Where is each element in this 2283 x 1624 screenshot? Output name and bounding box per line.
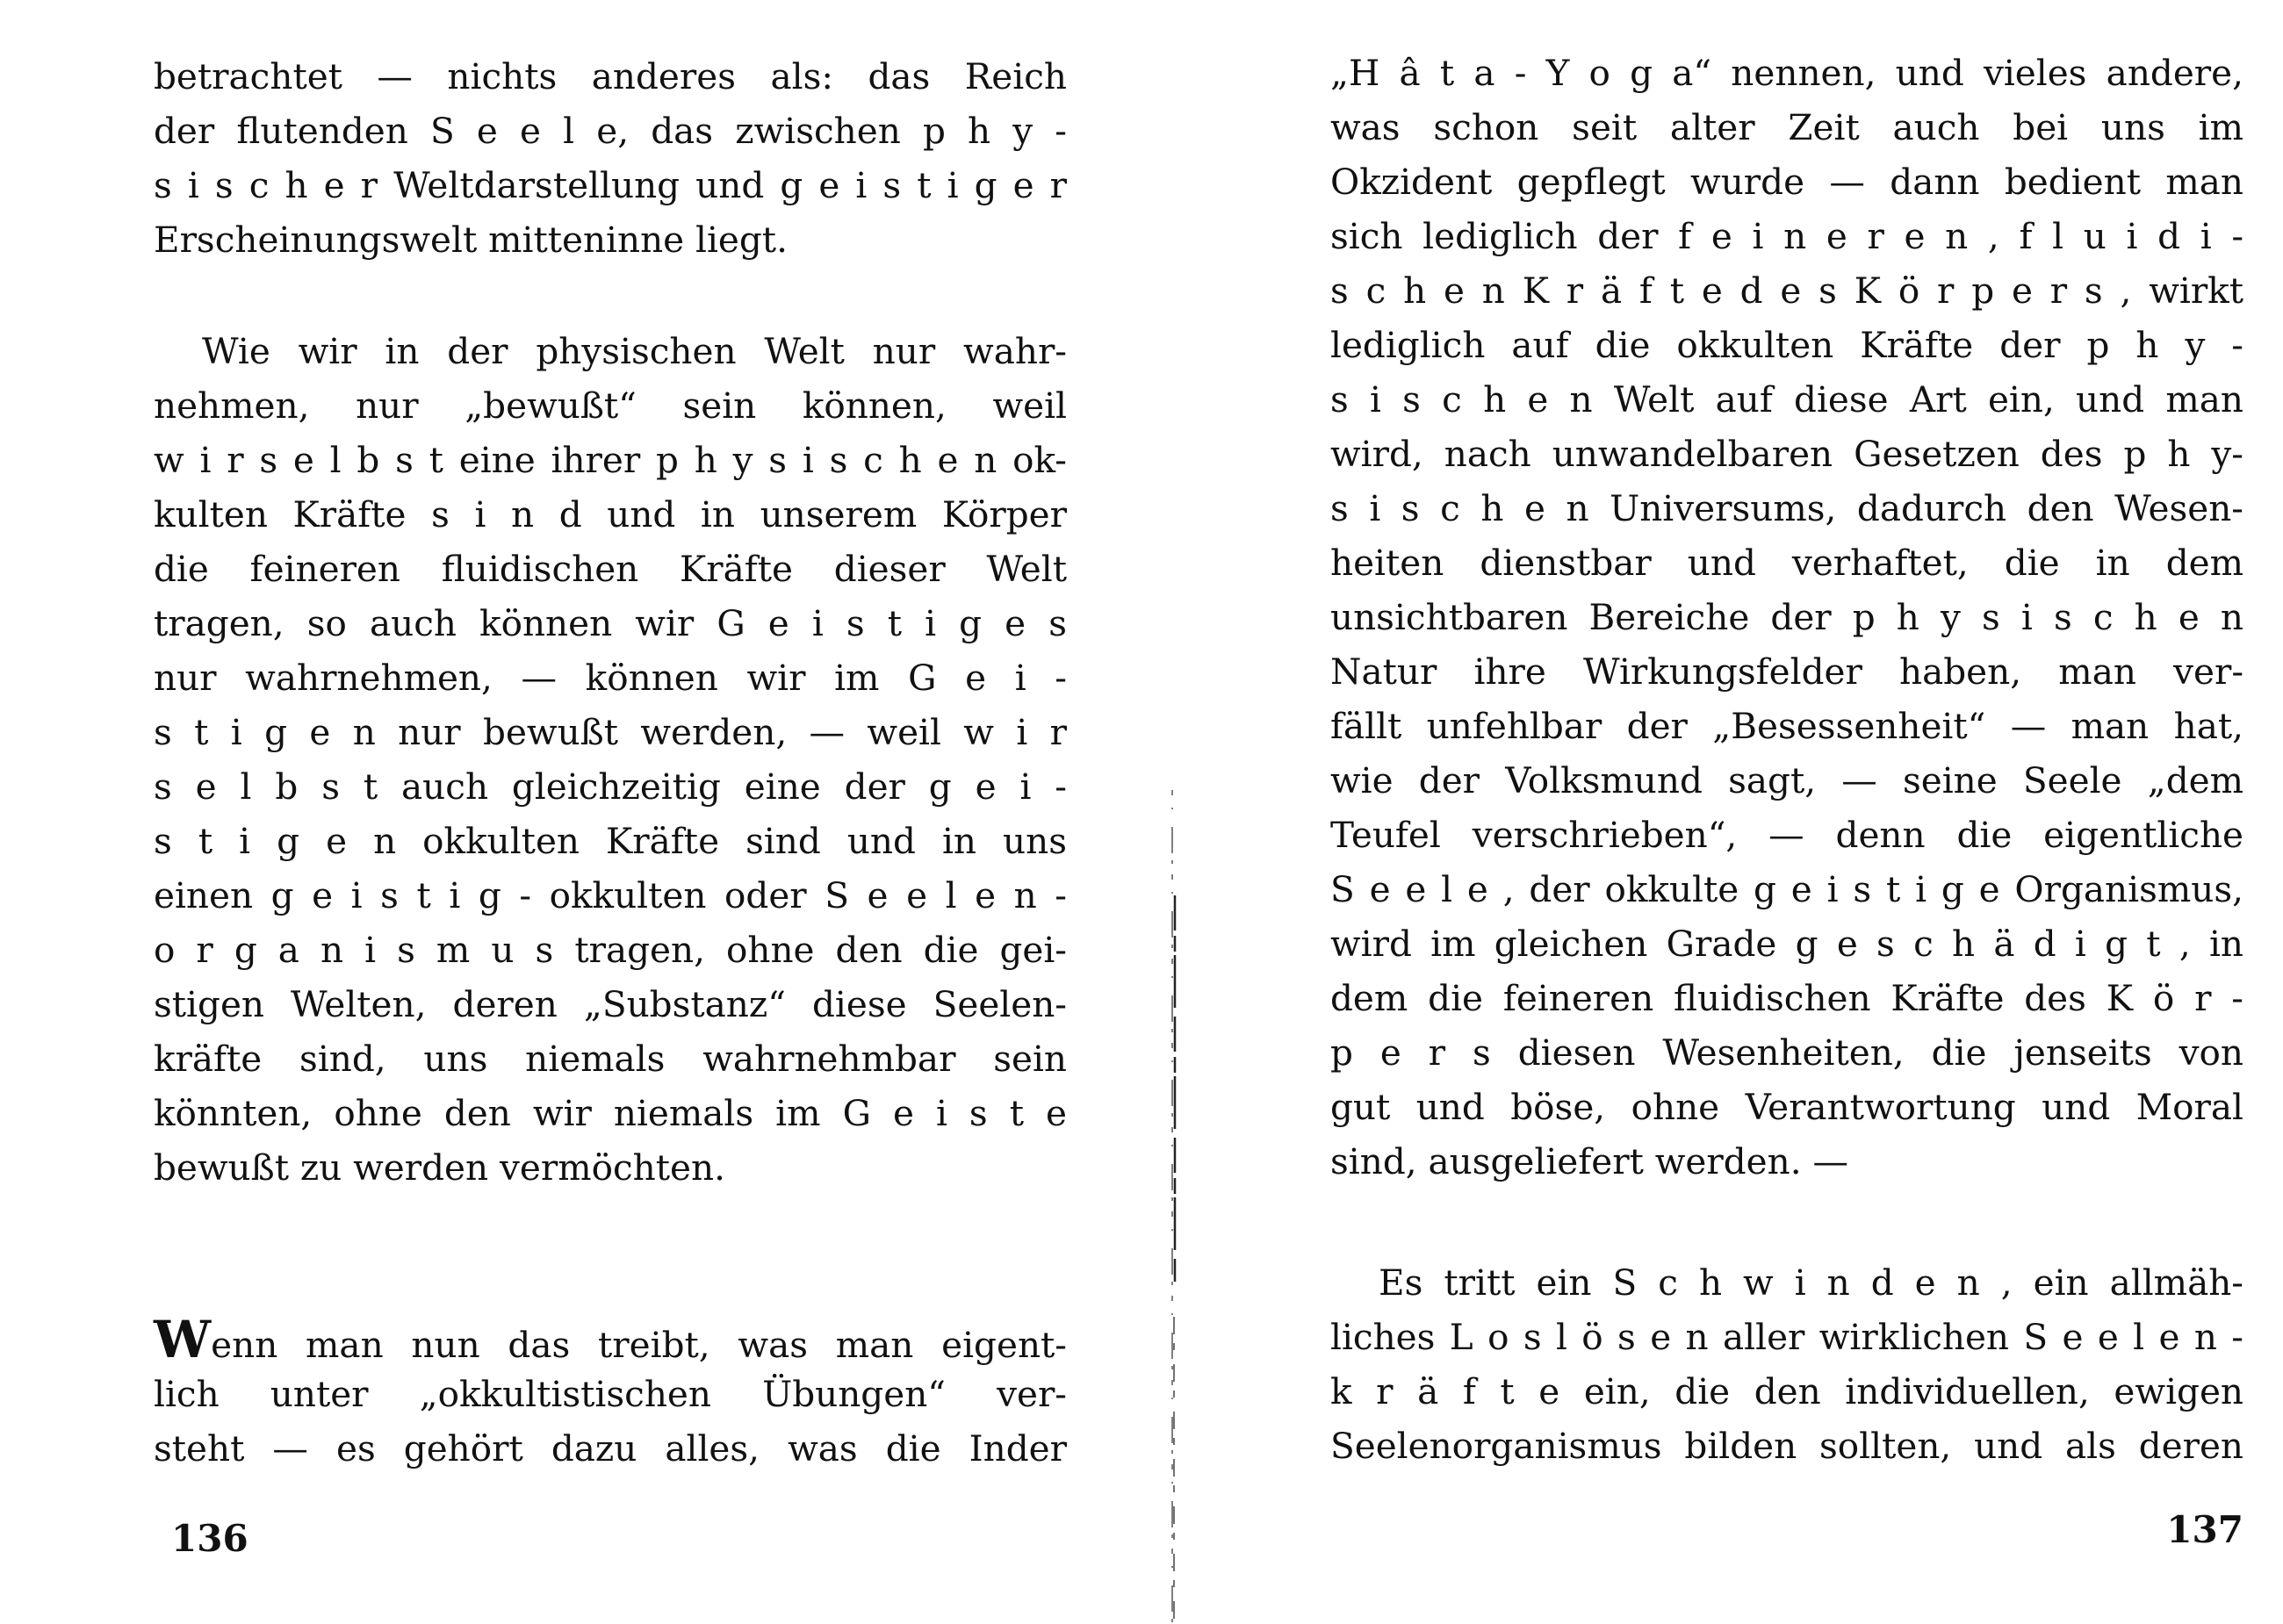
text-line: dem die feineren fluidischen Kräfte des K ö r - <box>1330 977 2243 1019</box>
text-line: s c h e n K r ä f t e d e s K ö r p e r s , wirkt <box>1330 269 2243 312</box>
text-line: bewußt zu werden vermöchten. <box>154 1146 725 1189</box>
text-line: fällt unfehlbar der „Besessenheit“ — man hat, <box>1330 705 2243 747</box>
text-line: kulten Kräfte s i n d und in unserem Körper <box>154 493 1067 535</box>
text-line: sind, ausgeliefert werden. — <box>1330 1140 1848 1182</box>
text-line: o r g a n i s m u s tragen, ohne den die gei- <box>154 929 1067 971</box>
drop-cap: W <box>154 1310 212 1369</box>
text-line: Wie wir in der physischen Welt nur wahr- <box>202 330 1067 372</box>
gutter-shadow <box>1168 790 1180 1624</box>
text-line: s e l b s t auch gleichzeitig eine der g e i - <box>154 765 1067 808</box>
text-line: könnten, ohne den wir niemals im G e i s t e <box>154 1092 1067 1134</box>
text-line: Erscheinungswelt mitteninne liegt. <box>154 219 788 261</box>
text-line: tragen, so auch können wir G e i s t i g e s <box>154 602 1067 644</box>
text-line: S e e l e , der okkulte g e i s t i g e Organismus, <box>1330 868 2243 910</box>
text-line: Okzident gepflegt wurde — dann bedient man <box>1330 161 2243 203</box>
text-line: der flutenden S e e l e, das zwischen p h y - <box>154 110 1067 152</box>
text-line: s i s c h e n Universums, dadurch den Wesen- <box>1330 487 2243 529</box>
text-line: kräfte sind, uns niemals wahrnehmbar sein <box>154 1038 1067 1080</box>
text-line: w i r s e l b s t eine ihrer p h y s i s c h e n ok- <box>154 439 1067 481</box>
right-page <box>1330 0 2243 1624</box>
text-line: p e r s diesen Wesenheiten, die jenseits von <box>1330 1031 2243 1074</box>
text-line: liches L o s l ö s e n aller wirklichen S e e l e n - <box>1330 1316 2243 1358</box>
text-line: s t i g e n okkulten Kräfte sind und in uns <box>154 820 1067 862</box>
text-line: steht — es gehört dazu alles, was die Inder <box>154 1427 1067 1470</box>
text-line: wird, nach unwandelbaren Gesetzen des p h y- <box>1330 433 2243 475</box>
text-line: nehmen, nur „bewußt“ sein können, weil <box>154 384 1067 427</box>
text-line: Seelenorganismus bilden sollten, und als deren <box>1330 1425 2243 1467</box>
text-line: Natur ihre Wirkungsfelder haben, man ver- <box>1330 650 2243 693</box>
text-line: s i s c h e r Weltdarstellung und g e i s t i g e r <box>154 164 1067 206</box>
text-line-with-dropcap <box>154 1312 1067 1367</box>
left-page <box>154 0 1067 1624</box>
text-line: stigen Welten, deren „Substanz“ diese Seelen- <box>154 983 1067 1025</box>
text-line: Es tritt ein S c h w i n d e n , ein allmäh- <box>1379 1261 2243 1304</box>
text-line: wird im gleichen Grade g e s c h ä d i g t , in <box>1330 923 2243 965</box>
text-line: k r ä f t e ein, die den individuellen, ewigen <box>1330 1370 2243 1412</box>
text-line: heiten dienstbar und verhaftet, die in dem <box>1330 542 2243 584</box>
text-line: gut und böse, ohne Verantwortung und Moral <box>1330 1086 2243 1128</box>
text-line: sich lediglich der f e i n e r e n , f l u i d i - <box>1330 215 2243 257</box>
text-line: „H â t a - Y o g a“ nennen, und vieles andere, <box>1330 52 2243 94</box>
page-number: 137 <box>2166 1508 2243 1551</box>
text-line: die feineren fluidischen Kräfte dieser Welt <box>154 548 1067 590</box>
text-line: s i s c h e n Welt auf diese Art ein, und man <box>1330 378 2243 420</box>
text-line: lediglich auf die okkulten Kräfte der p h y - <box>1330 324 2243 366</box>
text-line: Teufel verschrieben“, — denn die eigentliche <box>1330 814 2243 856</box>
text-line: nur wahrnehmen, — können wir im G e i - <box>154 657 1067 699</box>
text-line: lich unter „okkultistischen Übungen“ ver- <box>154 1373 1067 1415</box>
text-line: unsichtbaren Bereiche der p h y s i s c h e n <box>1330 596 2243 638</box>
text-line: was schon seit alter Zeit auch bei uns im <box>1330 106 2243 148</box>
text-line: wie der Volksmund sagt, — seine Seele „dem <box>1330 759 2243 801</box>
text-line: betrachtet — nichts anderes als: das Reich <box>154 55 1067 97</box>
page-number: 136 <box>171 1517 248 1560</box>
text-line: einen g e i s t i g - okkulten oder S e e l e n - <box>154 874 1067 916</box>
text-line: s t i g e n nur bewußt werden, — weil w i r <box>154 711 1067 753</box>
text-line-rest: enn man nun das treibt, was man eigent- <box>211 1324 1067 1366</box>
